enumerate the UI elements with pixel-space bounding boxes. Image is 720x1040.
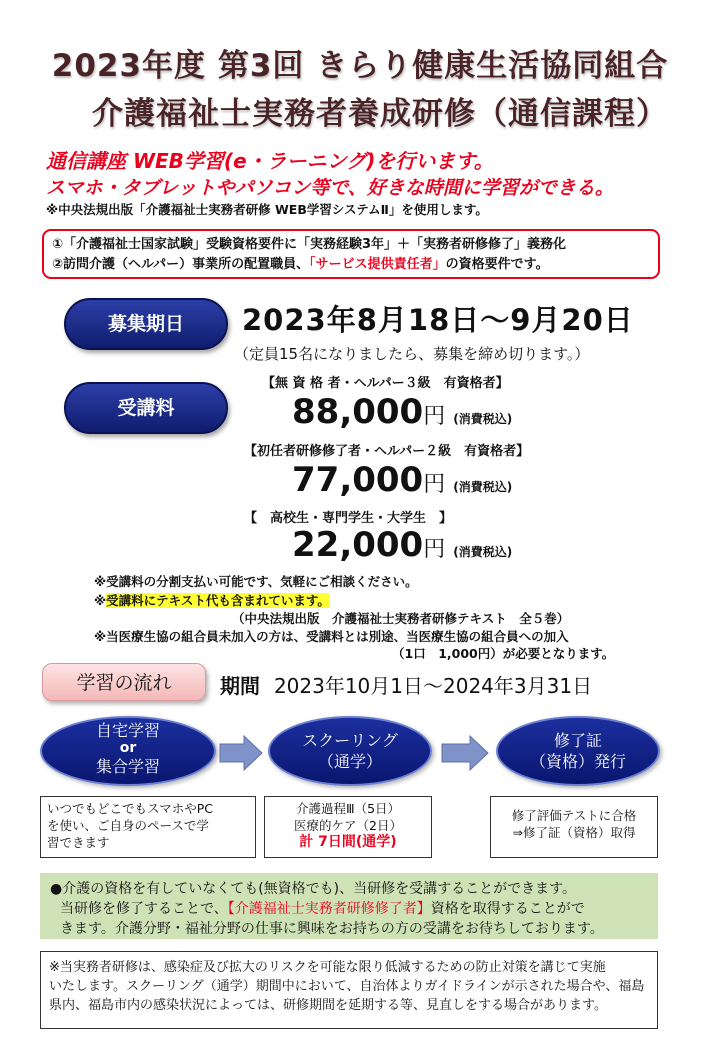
page-subtitle: 介護福祉士実務者養成研修（通信課程）	[92, 96, 668, 132]
recruit-capacity-note: （定員15名になりましたら、募集を締め切ります。）	[234, 345, 590, 363]
flow-period-dates: 2023年10月1日～2024年3月31日	[273, 674, 593, 698]
note-textbook-highlight: 受講料にテキスト代も含まれています。	[106, 593, 330, 608]
bottom-note-line-2: いたします。スクーリング（通学）期間中において、自治体よりガイドラインが示された場合や、福島	[49, 979, 645, 994]
eligibility-line-2	[50, 899, 648, 919]
flow-desc-home-study	[40, 796, 256, 858]
requirement-1: ①「介護福祉士国家試験」受験資格要件に「実務経験3年」＋「実務者研修修了」義務化	[52, 237, 567, 252]
bottom-note-line-1: ※当実務者研修は、感染症及び拡大のリスクを可能な限り低減するための防止対策を講じて実施	[49, 960, 606, 975]
intro-line-1: 通信講座 WEB学習(e・ラーニング)を行います。	[46, 149, 494, 173]
note-textbook	[94, 591, 330, 609]
fee-amount-3: 22,000	[292, 525, 424, 565]
desc-2-line-2: 医療的ケア（2日）	[294, 818, 402, 833]
fee-unit-1: 円	[423, 404, 446, 429]
flow-step-home-study	[40, 716, 216, 786]
desc-3-line-1: 修了評価テストに合格	[511, 808, 637, 823]
eligibility-line-3: きます。介護分野・福祉分野の仕事に興味をお持ちの方の受講をお待ちしております。	[60, 921, 604, 937]
flow-desc-schooling	[264, 796, 432, 858]
flow-step-2-line-1: スクーリング	[302, 731, 398, 750]
requirement-2	[52, 255, 650, 275]
flow-step-schooling	[268, 716, 432, 786]
fee-label-pill: 受講料	[64, 382, 228, 434]
desc-1-line-2: を使い、ご自身のペースで学	[47, 818, 209, 833]
fee-category-1: 【無 資 格 者・ヘルパー３級 有資格者】	[262, 376, 509, 391]
desc-1-line-1: いつでもどこでもスマホやPC	[47, 801, 214, 816]
fee-category-2: 【初任者研修修了者・ヘルパー２級 有資格者】	[244, 444, 530, 459]
desc-2-line-3: 計 7日間(通学)	[299, 834, 397, 850]
flow-step-1-line-2: or	[119, 740, 137, 756]
eligibility-line-2-tail: 資格を取得することがで	[430, 901, 585, 917]
page-title: 2023年度 第3回 きらり健康生活協同組合	[51, 48, 669, 84]
desc-2-line-1: 介護過程Ⅲ（5日）	[295, 801, 401, 816]
flow-step-certificate	[496, 716, 660, 786]
eligibility-line-2-text: 当研修を修了することで、	[60, 901, 228, 917]
flow-step-2-line-2: （通学）	[317, 752, 382, 771]
infection-control-note	[40, 951, 658, 1029]
requirements-box	[42, 229, 660, 279]
fee-price-2	[292, 460, 512, 500]
flow-arrow-2-icon	[440, 734, 490, 772]
desc-1-line-3: 習できます	[47, 835, 110, 850]
fee-amount-2: 77,000	[292, 460, 424, 500]
fee-tax-2: (消費税込)	[453, 480, 513, 494]
fee-tax-1: (消費税込)	[453, 412, 513, 426]
flow-step-1-line-1: 自宅学習	[95, 721, 160, 740]
fee-price-1	[292, 392, 512, 432]
flow-desc-certificate	[490, 796, 658, 858]
desc-3-line-2: ⇒修了証（資格）取得	[512, 825, 636, 840]
note-textbook-detail: （中央法規出版 介護福祉士実務者研修テキスト 全５巻）	[232, 611, 570, 626]
fee-category-3: 【 高校生・専門学生・大学生 】	[244, 511, 453, 526]
intro-note: ※中央法規出版「介護福祉士実務者研修 WEB学習システムⅡ」を使用します。	[46, 202, 488, 217]
flow-arrow-1-icon	[218, 734, 264, 772]
intro-line-2: スマホ・タブレットやパソコン等で、好きな時間に学習ができる。	[46, 177, 614, 199]
requirement-2-highlight: 「サービス提供責任者」	[309, 257, 446, 272]
eligibility-line-2-highlight: 【介護福祉士実務者研修修了者】	[227, 901, 431, 917]
requirement-2-tail: の資格要件です。	[445, 257, 549, 272]
requirement-2-text: ②訪問介護（ヘルパー）事業所の配置職員、	[52, 257, 310, 272]
recruit-dates: 2023年8月18日～9月20日	[242, 303, 634, 337]
eligibility-info-box	[40, 873, 658, 939]
flow-step-3-line-1: 修了証	[553, 731, 602, 750]
fee-amount-1: 88,000	[292, 392, 424, 432]
note-textbook-prefix: ※	[94, 593, 107, 608]
note-membership: ※当医療生協の組合員未加入の方は、受講料とは別途、当医療生協の組合員への加入	[94, 629, 569, 644]
fee-tax-3: (消費税込)	[453, 545, 513, 559]
flow-label-pill: 学習の流れ	[42, 663, 206, 701]
flow-period-label: 期間	[220, 674, 260, 698]
eligibility-line-1: ●介護の資格を有していなくても(無資格でも)、当研修を受講することができます。	[50, 881, 577, 897]
flow-step-3-line-2: （資格）発行	[529, 752, 626, 771]
fee-unit-2: 円	[423, 472, 446, 497]
bottom-note-line-3: 県内、福島市内の感染状況によっては、研修期間を延期する等、見直しをする場合があります。	[49, 998, 607, 1013]
recruit-label-pill: 募集期日	[64, 298, 228, 350]
fee-price-3	[292, 525, 512, 565]
flow-period	[220, 670, 592, 699]
note-installment: ※受講料の分割支払い可能です、気軽にご相談ください。	[94, 574, 418, 589]
fee-unit-3: 円	[423, 537, 446, 562]
note-membership-fee: （1口 1,000円）が必要となります。	[392, 646, 615, 661]
flow-step-1-line-3: 集合学習	[95, 757, 160, 776]
